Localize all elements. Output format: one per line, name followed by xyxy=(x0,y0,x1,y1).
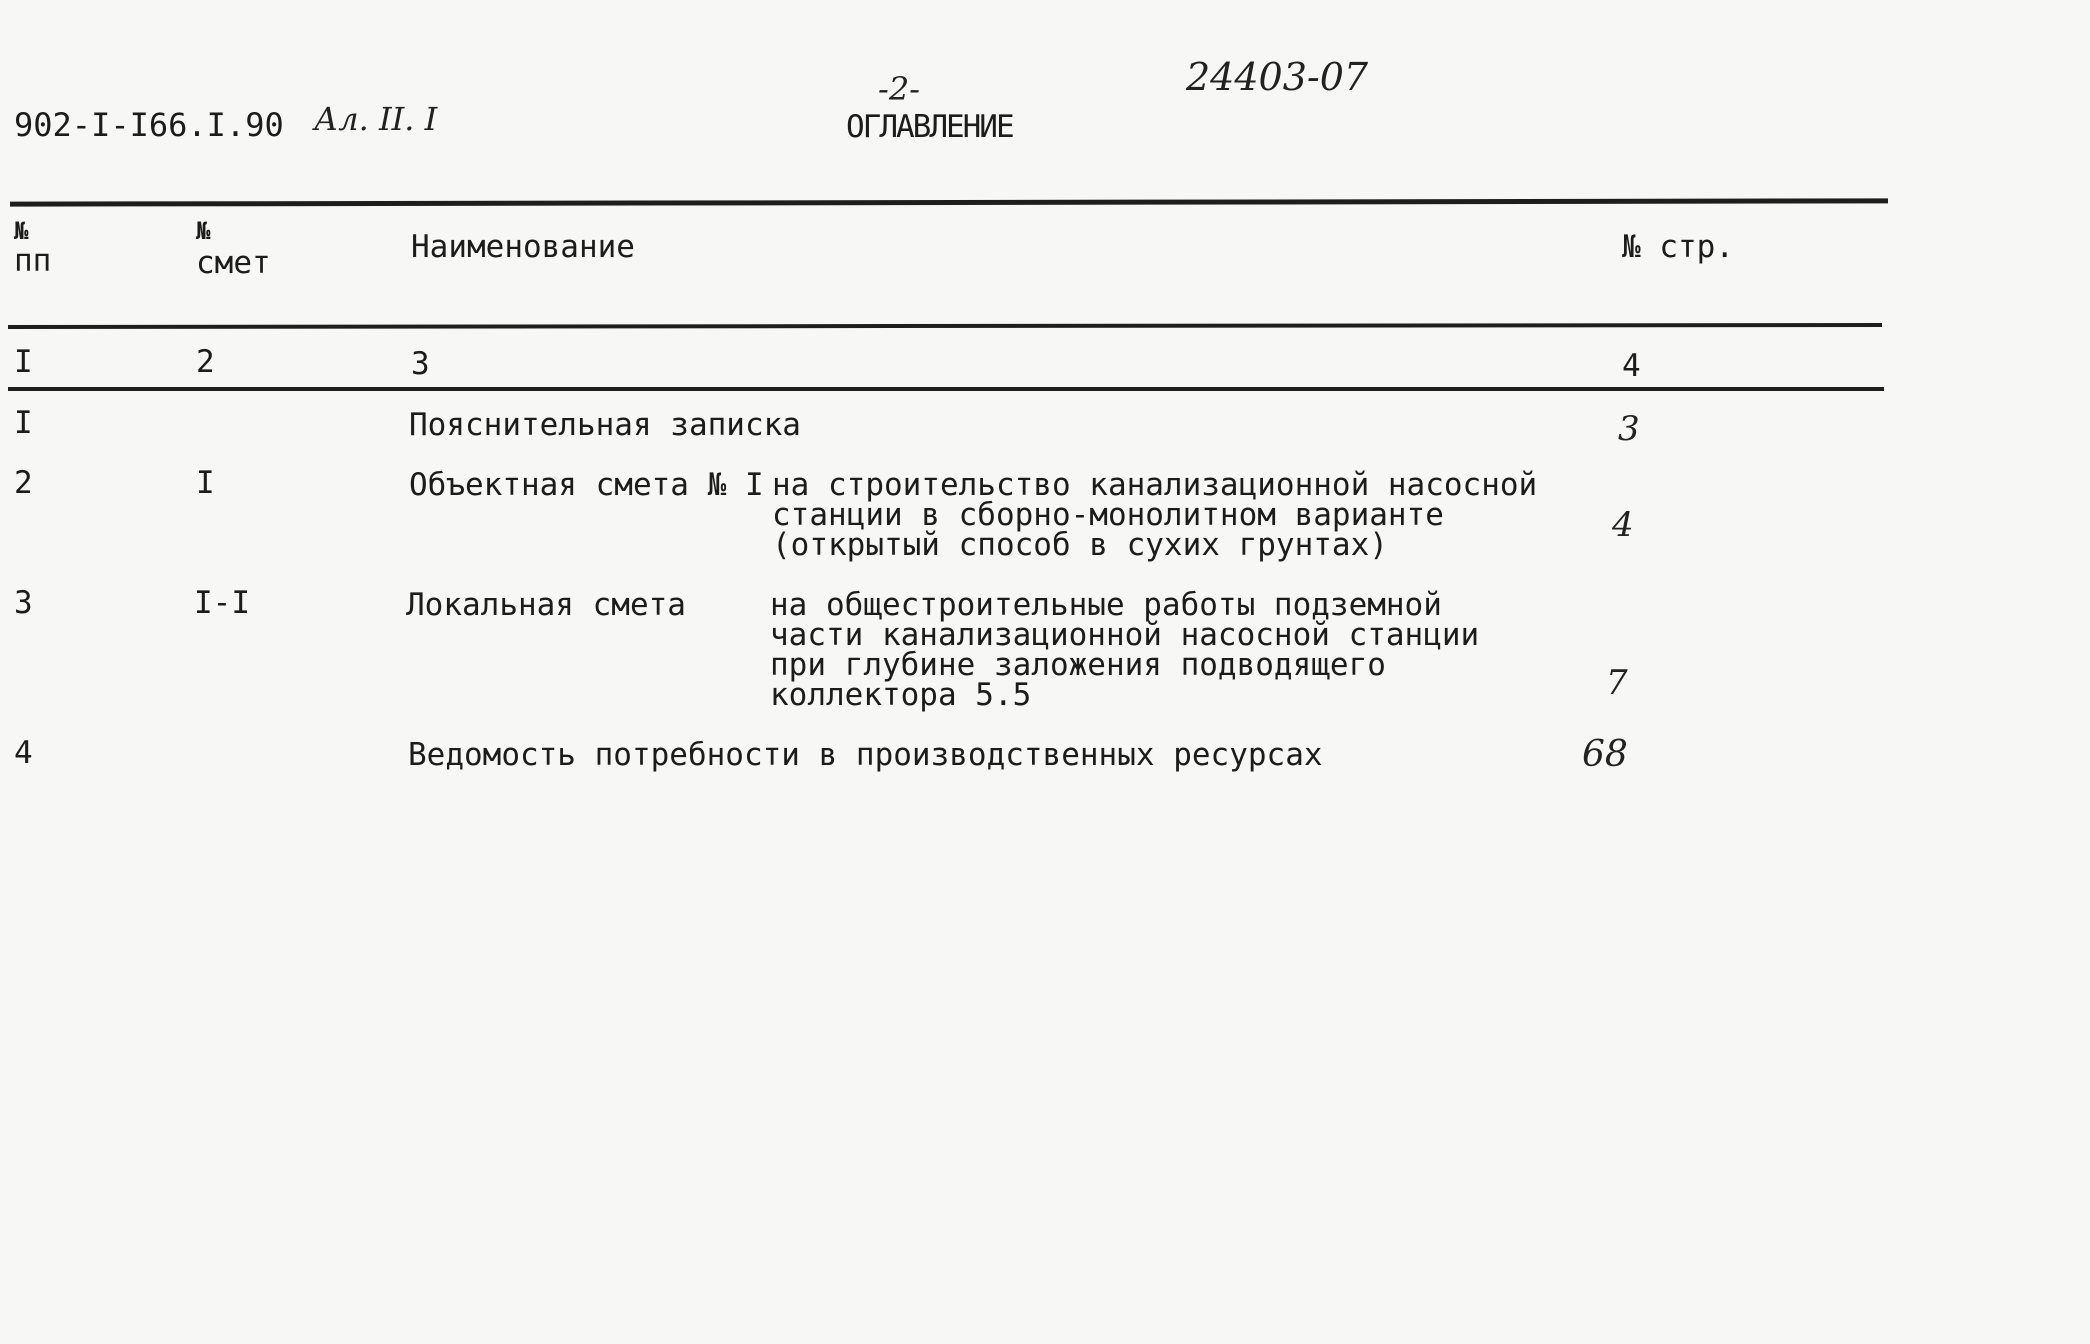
row-smet: I xyxy=(196,465,215,501)
row-name: Пояснительная записка xyxy=(409,407,801,443)
row-pp: 3 xyxy=(14,585,33,621)
col-number-3: 3 xyxy=(411,346,430,382)
header-bottom-rule xyxy=(8,323,1882,329)
row-pp: 4 xyxy=(14,735,33,771)
col-number-2: 2 xyxy=(196,344,215,380)
album-mark: Ал. II. I xyxy=(314,100,438,138)
col-smet-sign: № xyxy=(196,217,211,245)
row-name: Ведомость потребности в производственных ресурсах xyxy=(408,737,1323,773)
column-numbers-rule xyxy=(8,387,1884,391)
row-desc-line: при глубине заложения подводящего xyxy=(770,647,1386,683)
row-desc-line: части канализационной насосной станции xyxy=(770,617,1480,653)
row-pp: I xyxy=(14,405,33,441)
document-code: 902-I-I66.I.90 xyxy=(14,106,284,144)
row-name: Объектная смета № I xyxy=(409,467,764,503)
table-top-rule xyxy=(10,198,1888,206)
col-number-1: I xyxy=(14,344,33,380)
row-desc-line: (открытый способ в сухих грунтах) xyxy=(772,527,1388,563)
page-title: ОГЛАВЛЕНИЕ xyxy=(846,109,1013,145)
row-desc-line: коллектора 5.5 xyxy=(770,677,1032,713)
col-pp-sign: № xyxy=(14,217,29,245)
row-name: Локальная смета xyxy=(406,587,686,623)
row-page: 7 xyxy=(1606,663,1628,703)
row-smet: I-I xyxy=(194,585,250,621)
row-desc-line: на общестроительные работы подземной xyxy=(770,587,1442,623)
row-page: 4 xyxy=(1612,505,1634,545)
row-page: 68 xyxy=(1582,734,1628,775)
col-name-header: Наименование xyxy=(411,229,635,265)
col-smet-header: смет xyxy=(196,245,271,281)
col-pp-header: пп xyxy=(14,243,52,279)
row-desc-line: на строительство канализационной насосной xyxy=(772,467,1538,503)
row-page: 3 xyxy=(1618,409,1640,449)
row-desc-line: станции в сборно-монолитном варианте xyxy=(772,497,1444,533)
archive-number: 24403-07 xyxy=(1186,55,1369,99)
col-page-header: № стр. xyxy=(1622,229,1734,265)
col-number-4: 4 xyxy=(1622,348,1641,384)
page-mark: -2- xyxy=(878,70,920,108)
row-pp: 2 xyxy=(14,465,33,501)
